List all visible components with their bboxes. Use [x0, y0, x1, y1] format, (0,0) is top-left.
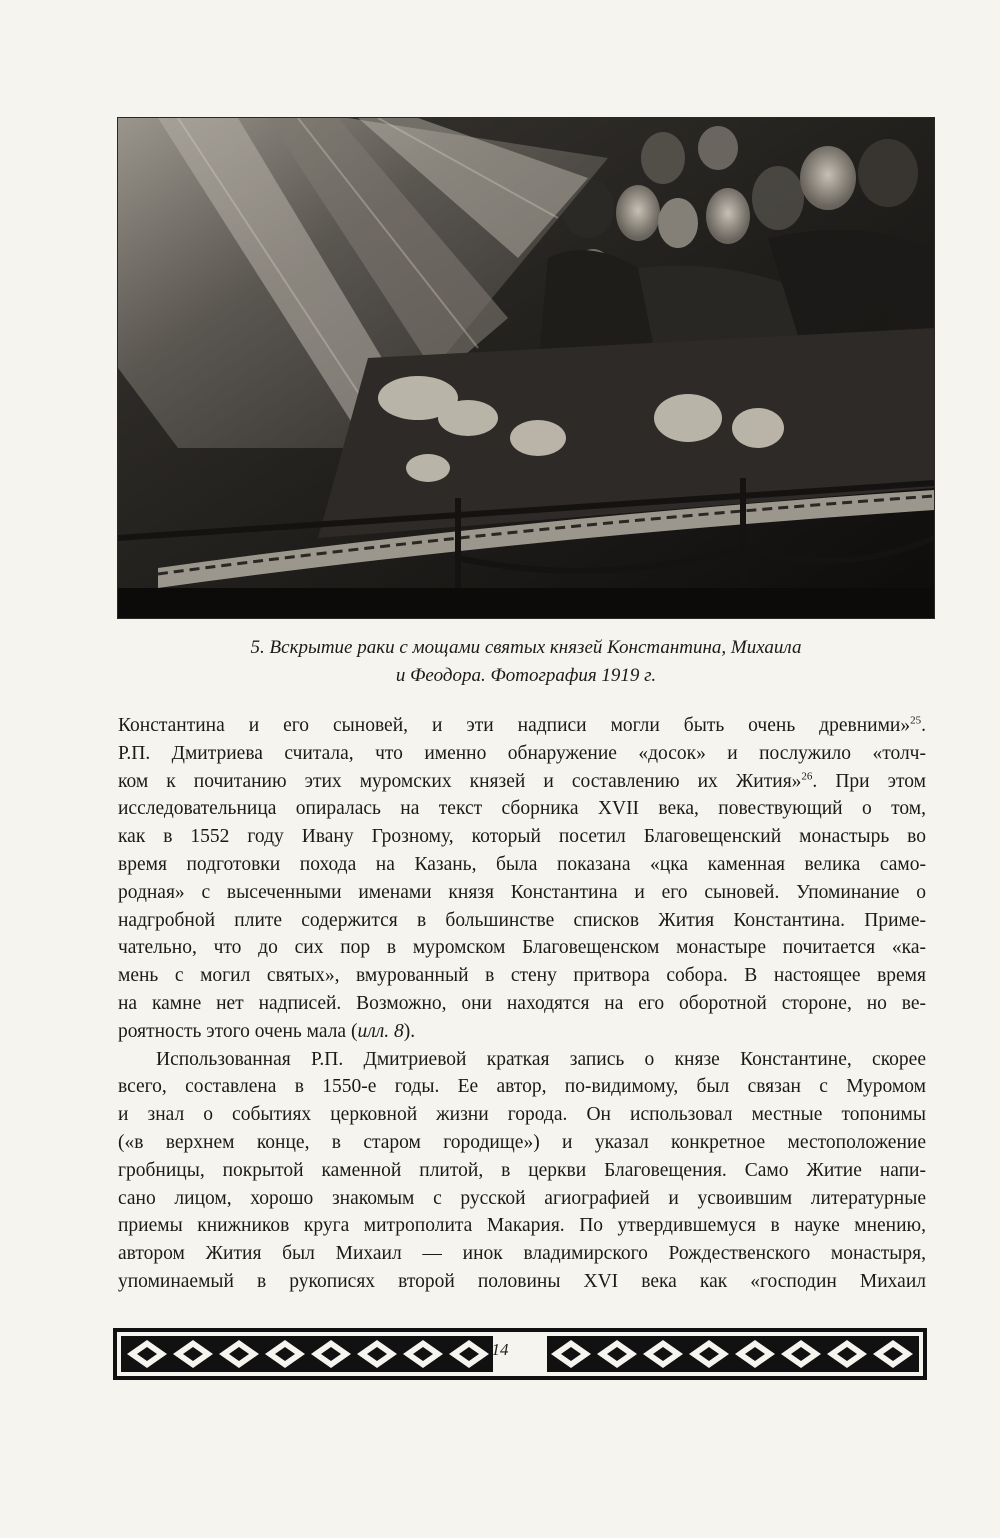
text-line: надгробной плите содержится в большинстве списков Жития Константина. Приме-	[118, 909, 926, 931]
text-line: автором Жития был Михаил — инок владимирского Рождественского монастыря,	[118, 1243, 926, 1265]
paragraph-1	[118, 712, 926, 1046]
text-line: гробницы, покрытой каменной плитой, в церкви Благовещения. Само Житие напи-	[118, 1159, 926, 1181]
text-line: упоминаемый в рукописях второй половины XVI века как «господин Михаил	[118, 1270, 926, 1292]
text-line: родная» с высеченными именами князя Константина и его сыновей. Упоминание о	[118, 881, 926, 903]
caption-line-1: 5. Вскрытие раки с мощами святых князей Константина, Михаила	[250, 637, 802, 658]
text-line: Р.П. Дмитриева считала, что именно обнаружение «досок» и послужило «толч-	[118, 742, 926, 764]
text-line: Константина и его сыновей, и эти надписи могли быть очень древними»$^{25}$.	[118, 714, 926, 736]
text-line: и знал о событиях церковной жизни города. Он использовал местные топонимы	[118, 1104, 926, 1126]
figure-caption	[118, 634, 934, 690]
page-number: 14	[491, 1340, 509, 1359]
photo-reliquary-opening-image	[118, 118, 934, 618]
body-text	[118, 712, 926, 1296]
text-line: на камне нет надписей. Возможно, они находятся на его оборотной стороне, но ве-	[118, 992, 926, 1014]
text-line: мень с могил святых», вмурованный в стену притвора собора. В настоящее время	[118, 965, 926, 987]
historical-photograph	[118, 118, 934, 618]
text-line: время подготовки похода на Казань, была показана «цка каменная велика само-	[118, 853, 926, 875]
text-line: сано лицом, хорошо знакомым с русской агиографией и усвоившим литературные	[118, 1187, 926, 1209]
illustration-reference[interactable]: илл. 8	[357, 1020, 404, 1042]
text-line: как в 1552 году Ивану Грозному, который посетил Благовещенский монастырь во	[118, 826, 926, 848]
text-line: всего, составлена в 1550-е годы. Ее автор, по-видимому, был связан с Муромом	[118, 1076, 926, 1098]
text-line: исследовательница опиралась на текст сборника XVII века, повествующий о том,	[118, 798, 926, 820]
text-line: роятность этого очень мала (илл. 8).	[118, 1020, 416, 1042]
footnote-ref-26[interactable]: 26	[801, 770, 813, 783]
text-line: приемы книжников круга митрополита Макария. По утвердившемуся в науке мнению,	[118, 1215, 926, 1237]
text-line: Использованная Р.П. Дмитриевой краткая запись о князе Константине, скорее	[156, 1048, 926, 1070]
footnote-ref-25[interactable]: 25	[910, 714, 922, 727]
caption-line-2: и Феодора. Фотография 1919 г.	[395, 665, 657, 686]
text-line: («в верхнем конце, в старом городище») и указал конкретное местоположение	[118, 1131, 926, 1153]
text-line: ком к почитанию этих муромских князей и составлению их Жития»$^{26}$. При этом	[118, 770, 927, 792]
text-line: чательно, что до сих пор в муромском Благовещенском монастыре почитается «ка-	[118, 937, 926, 959]
paragraph-2	[118, 1046, 926, 1296]
